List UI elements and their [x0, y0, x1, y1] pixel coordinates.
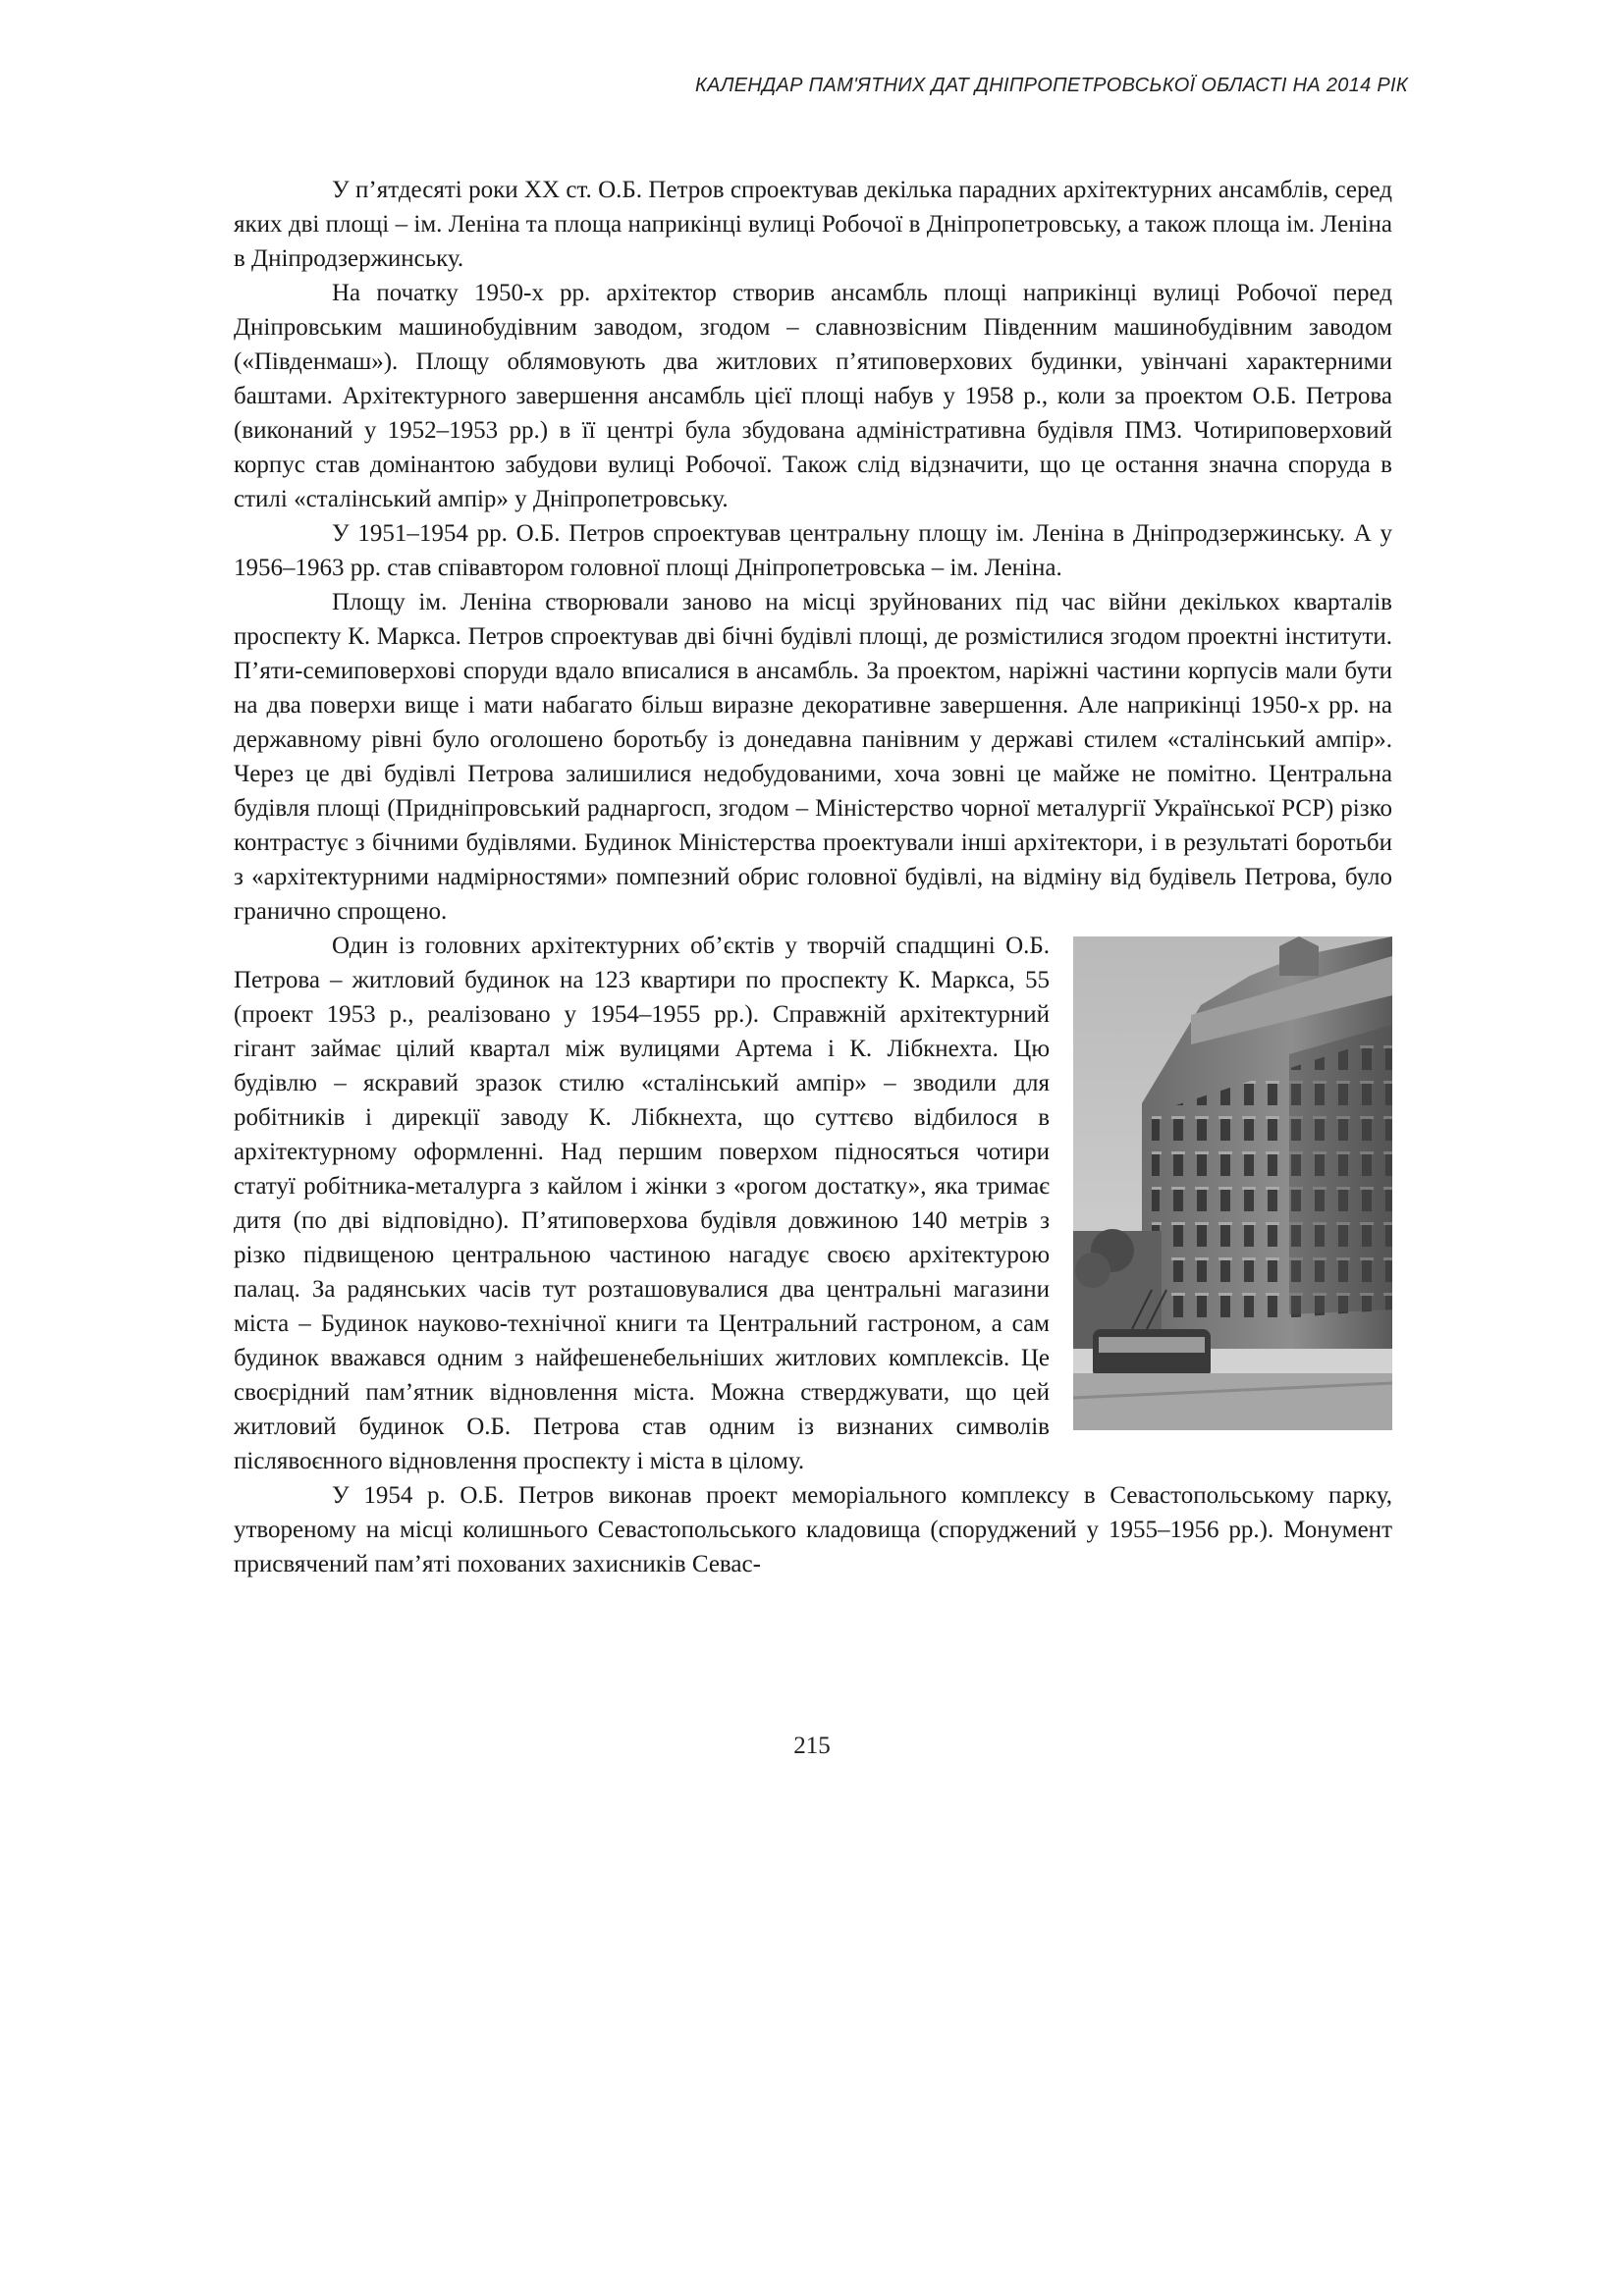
- paragraph-1: У п’ятдесяті роки XX ст. О.Б. Петров спроектував декілька парадних архітектурних ансамблів, серед яких дві площі – ім. Леніна та площа наприкінці вулиці Робочої в Дніпропетровську, а також площа ім. Леніна в Дніпродзержинську.: [234, 177, 1392, 272]
- building-photo: [1073, 936, 1392, 1430]
- paragraph-3: У 1951–1954 рр. О.Б. Петров спроектував центральну площу ім. Леніна в Дніпродзержинську. А у 1956–1963 рр. став співавтором головної площі Дніпропетровська – ім. Леніна.: [234, 520, 1392, 581]
- paragraph-4: Площу ім. Леніна створювали заново на місці зруйнованих під час війни декількох кварталів проспекту К. Маркса. Петров спроектував дві бічні будівлі площі, де розмістилися згодом проектні інститути. П’яти-семиповерхові споруди вдало вписалися в ансамбль. За проектом, наріжні частини корпусів мали бути на два поверхи вище і мати набагато більш виразне декоративне завершення. Але наприкінці 1950-х рр. на державному рівні було оголошено боротьбу із донедавна панівним у державі стилем «сталінський ампір». Через це дві будівлі Петрова залишилися недобудованими, хоча зовні це майже не помітно. Центральна будівля площі (Придніпровський раднаргосп, згодом – Міністерство чорної металургії Української РСР) різко контрастує з бічними будівлями. Будинок Міністерства проектували інші архітектори, і в результаті боротьби з «архітектурними надмірностями» помпезний обрис головної будівлі, на відміну від будівель Петрова, було гранично спрощено.: [234, 589, 1392, 925]
- paragraph-5: Один із головних архітектурних об’єктів у творчій спадщині О.Б. Петрова – житловий будинок на 123 квартири по проспекту К. Маркса, 55 (проект 1953 р., реалізовано у 1954–1955 рр.). Справжній архітектурний гігант займає цілий квартал між вулицями Артема і К. Лібкнехта. Цю будівлю – яскравий зразок стилю «сталінський ампір» – зводили для робітників і дирекції заводу К. Лібкнехта, що суттєво відбилося в архітектурному оформленні. Над першим поверхом підносяться чотири статуї робітника-металурга з кайлом і жінки з «рогом достатку», яка тримає дитя (по дві відповідно). П’ятиповерхова будівля довжиною 140 метрів з різко підвищеною центральною частиною нагадує своєю архітектурою палац. За радянських часів тут розташовувалися два центральні магазини міста – Будинок науково-технічної книги та Центральний гастроном, а сам будинок вважався одним з найфешенебельніших житлових комплексів. Це своєрідний пам’ятник відновлення міста. Можна стверджувати, що цей житловий будинок О.Б. Петрова став одним із визнаних символів післявоєнного відновлення проспекту і міста в цілому.: [234, 933, 1050, 1474]
- page-number: 215: [793, 1733, 831, 1759]
- article-body: [234, 173, 1392, 1581]
- running-header: КАЛЕНДАР ПАМ'ЯТНИХ ДАТ ДНІПРОПЕТРОВСЬКОЇ ОБЛАСТІ НА 2014 РІК: [695, 75, 1408, 96]
- paragraph-6: У 1954 р. О.Б. Петров виконав проект меморіального комплексу в Севастопольському парку, утвореному на місці колишнього Севастопольського кладовища (споруджений у 1955–1956 рр.). Монумент присвячений пам’яті похованих захисників Севас-: [234, 1482, 1392, 1577]
- paragraph-2: На початку 1950-х рр. архітектор створив ансамбль площі наприкінці вулиці Робочої перед Дніпровським машинобудівним заводом, згодом – славнозвісним Південним машинобудівним заводом («Південмаш»). Площу облямовують два житлових п’ятиповерхових будинки, увінчані характерними баштами. Архітектурного завершення ансамбль цієї площі набув у 1958 р., коли за проектом О.Б. Петрова (виконаний у 1952–1953 рр.) в її центрі була збудована адміністративна будівля ПМЗ. Чотириповерховий корпус став домінантою забудови вулиці Робочої. Також слід відзначити, що це остання значна споруда в стилі «сталінський ампір» у Дніпропетровську.: [234, 280, 1392, 512]
